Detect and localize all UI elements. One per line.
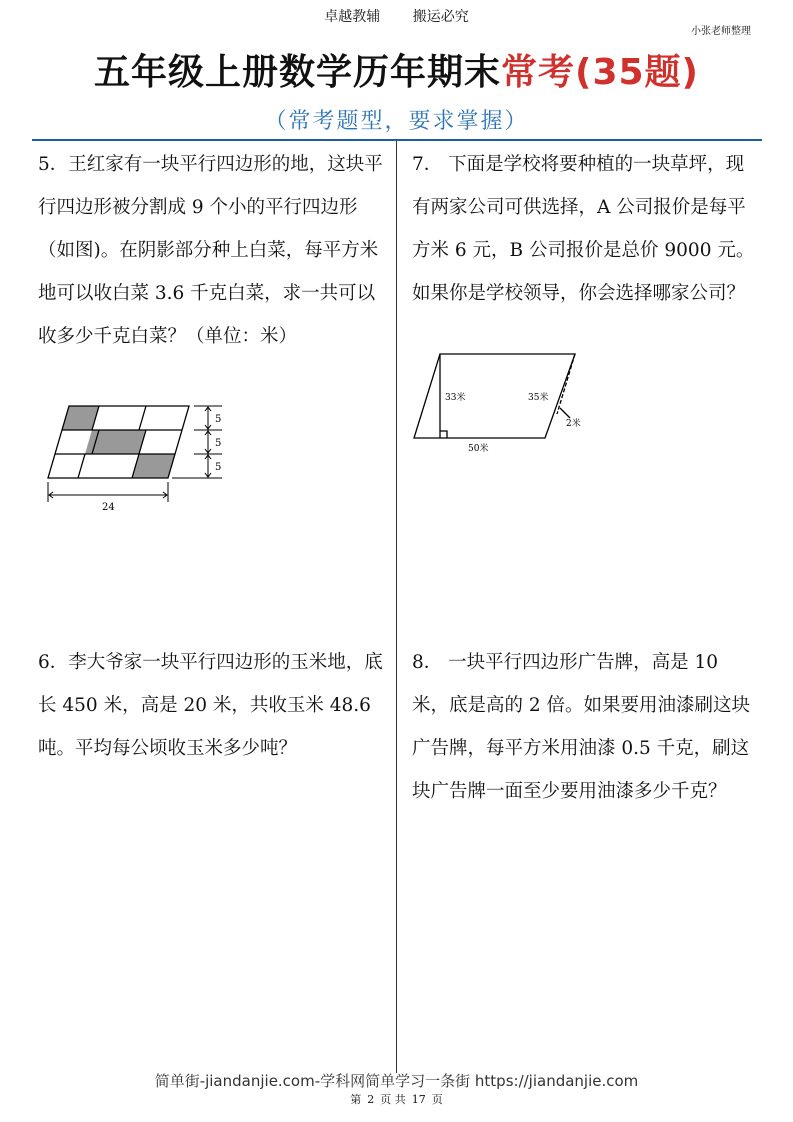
title-main: 五年级上册数学历年期末 xyxy=(93,52,501,93)
page-suffix: 页 xyxy=(431,1093,443,1106)
base-dimension xyxy=(48,482,168,502)
page-current: 2 xyxy=(367,1093,375,1106)
slogan-text: 搬运必究 xyxy=(412,9,469,25)
header-top xyxy=(0,6,793,26)
slant-label: 35米 xyxy=(528,393,549,403)
question-7: 7． 下面是学校将要种植的一块草坪，现有两家公司可供选择，A 公司报价是每平方米 6 元，B 公司报价是总价 9000 元。如果你是学校领导，你会选择哪家公司？ xyxy=(412,154,755,304)
height-label: 33米 xyxy=(445,393,466,403)
footer-text: 简单街-jiandanjie.com-学科网简单学习一条街 https://jiandanjie.com xyxy=(154,1072,639,1090)
right-angle-mark xyxy=(440,431,447,438)
header-rule xyxy=(32,139,762,141)
figure-parallelogram-grid xyxy=(44,398,234,516)
slant-height-line xyxy=(557,354,575,414)
row-label-1: 5 xyxy=(215,414,222,425)
base-label: 50米 xyxy=(468,444,489,454)
question-8: 8． 一块平行四边形广告牌，高是 10 米，底是高的 2 倍。如果要用油漆刷这块广告牌，每平方米用油漆 0.5 千克，刷这块广告牌一面至少要用油漆多少千克？ xyxy=(412,652,751,802)
shaded-cell-2 xyxy=(85,430,146,454)
page-subtitle: （常考题型，要求掌握） xyxy=(264,109,529,134)
row-label-2: 5 xyxy=(215,438,222,449)
page-prefix: 第 xyxy=(350,1093,362,1106)
page-total: 17 xyxy=(411,1093,426,1106)
small-arrow xyxy=(560,408,570,418)
compiler-text: 小张老师整理 xyxy=(691,26,751,37)
small-label: 2米 xyxy=(566,419,581,429)
page-title xyxy=(0,44,793,95)
page-number xyxy=(0,1091,793,1107)
page-mid: 页 共 xyxy=(380,1093,406,1106)
title-highlight: 常考(35题) xyxy=(501,52,700,93)
question-5: 5．王红家有一块平行四边形的地，这块平行四边形被分割成 9 个小的平行四边形（如图)。在阴影部分种上白菜，每平方米地可以收白菜 3.6 千克白菜，求一共可以收多少千克白菜？（单位：米） xyxy=(38,154,383,347)
row-label-3: 5 xyxy=(215,462,222,473)
figure-lawn-parallelogram xyxy=(410,346,590,458)
lawn-outline xyxy=(414,354,575,438)
question-6: 6．李大爷家一块平行四边形的玉米地，底长 450 米，高是 20 米，共收玉米 48.6 吨。平均每公顷收玉米多少吨？ xyxy=(38,652,383,759)
column-divider xyxy=(396,141,397,1073)
brand-text: 卓越教辅 xyxy=(324,9,381,25)
base-label: 24 xyxy=(102,502,115,513)
